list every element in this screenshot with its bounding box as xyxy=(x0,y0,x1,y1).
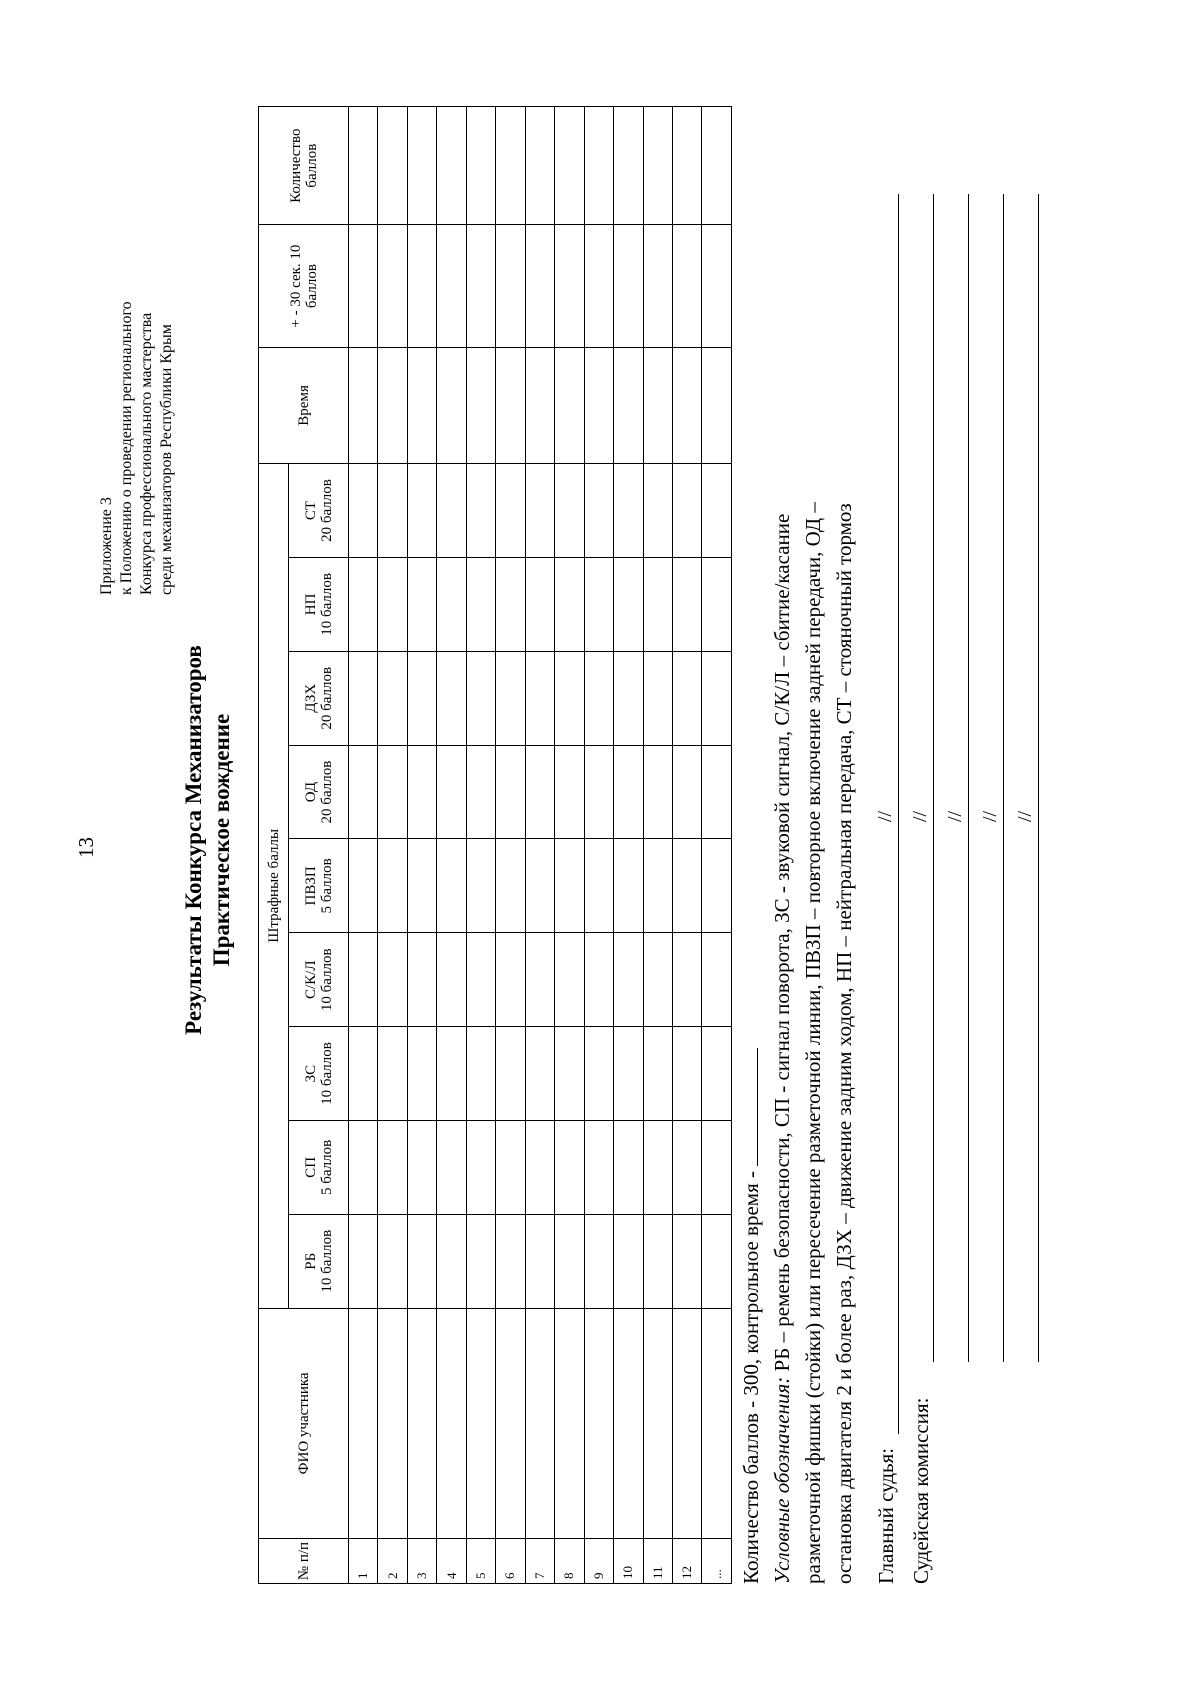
table-cell xyxy=(437,651,466,745)
table-cell xyxy=(378,1214,407,1308)
penalty-points: 10 баллов xyxy=(318,1042,335,1105)
penalty-code: РБ xyxy=(302,1252,319,1270)
table-cell xyxy=(702,1120,732,1214)
table-cell xyxy=(555,558,584,652)
table-cell xyxy=(349,1214,378,1308)
table-cell xyxy=(466,839,495,933)
table-cell xyxy=(378,839,407,933)
row-number: ... xyxy=(702,1539,732,1584)
annex-line: к Положению о проведении регионального xyxy=(118,301,135,595)
page-number: 13 xyxy=(74,837,98,858)
table-cell xyxy=(466,347,495,463)
row-number: 4 xyxy=(437,1539,466,1584)
header-penalty-2 xyxy=(289,1120,349,1214)
annex-header xyxy=(97,301,177,595)
table-cell xyxy=(614,347,643,463)
legend-text-2: разметочной фишки (стойки) или пересечение разметочной линии, ПВЗП – повторное включение задней передачи, ОД – xyxy=(801,502,825,1584)
penalty-points: 10 баллов xyxy=(318,573,335,636)
header-penalty-5 xyxy=(289,839,349,933)
table-cell xyxy=(584,464,613,558)
table-cell xyxy=(496,933,525,1027)
penalty-points: 10 баллов xyxy=(318,1229,335,1293)
penalty-points: 5 баллов xyxy=(318,1139,335,1195)
header-penalty-1 xyxy=(289,1214,349,1308)
table-row xyxy=(614,107,643,1584)
total-points-line xyxy=(736,104,767,1584)
commission-line xyxy=(933,194,934,1362)
table-cell xyxy=(525,347,554,463)
table-cell xyxy=(466,1027,495,1121)
table-cell xyxy=(437,1308,466,1539)
penalty-code: СП xyxy=(302,1156,319,1178)
header-bonus: + - 30 сек. 10 баллов xyxy=(259,225,349,347)
chief-judge-line xyxy=(898,194,899,1434)
table-cell xyxy=(349,651,378,745)
table-cell xyxy=(407,1120,436,1214)
table-cell xyxy=(407,347,436,463)
table-row xyxy=(407,107,436,1584)
table-cell xyxy=(437,839,466,933)
table-cell xyxy=(555,933,584,1027)
legend-text-3: остановка двигателя 2 и более раз, ДЗХ – движение задним ходом, НП – нейтральная передача, СТ – стояночный тормоз xyxy=(832,503,856,1584)
table-cell xyxy=(349,464,378,558)
table-cell xyxy=(555,839,584,933)
table-row xyxy=(584,107,613,1584)
header-penalty-4 xyxy=(289,933,349,1027)
penalty-code: ЗС xyxy=(302,1064,319,1083)
table-row xyxy=(672,107,701,1584)
table-cell xyxy=(525,464,554,558)
table-cell xyxy=(702,1308,732,1539)
table-cell xyxy=(702,651,732,745)
table-cell xyxy=(437,225,466,347)
table-cell xyxy=(614,558,643,652)
penalty-code: ДЗХ xyxy=(302,683,319,713)
table-cell xyxy=(525,107,554,225)
table-cell xyxy=(702,347,732,463)
row-number: 10 xyxy=(614,1539,643,1584)
table-cell xyxy=(437,1120,466,1214)
legend-label: Условные обозначения: xyxy=(770,1376,794,1584)
table-row xyxy=(349,107,378,1584)
table-cell xyxy=(584,225,613,347)
header-time: Время xyxy=(259,347,349,463)
penalty-points: 20 баллов xyxy=(318,666,335,730)
table-cell xyxy=(525,1214,554,1308)
table-row xyxy=(702,107,732,1584)
row-number: 9 xyxy=(584,1539,613,1584)
table-cell xyxy=(407,651,436,745)
table-cell xyxy=(555,651,584,745)
table-cell xyxy=(496,745,525,839)
table-cell xyxy=(672,464,701,558)
row-number: 5 xyxy=(466,1539,495,1584)
table-cell xyxy=(496,347,525,463)
table-cell xyxy=(349,839,378,933)
table-cell xyxy=(407,1027,436,1121)
table-cell xyxy=(349,225,378,347)
table-cell xyxy=(643,1308,672,1539)
table-cell xyxy=(466,464,495,558)
table-cell xyxy=(672,1308,701,1539)
table-row xyxy=(525,107,554,1584)
row-number: 1 xyxy=(349,1539,378,1584)
table-cell xyxy=(643,464,672,558)
table-cell xyxy=(643,1027,672,1121)
table-cell xyxy=(643,558,672,652)
table-cell xyxy=(349,1120,378,1214)
penalty-code: СТ xyxy=(302,500,319,521)
table-cell xyxy=(614,1027,643,1121)
row-number: 6 xyxy=(496,1539,525,1584)
table-cell xyxy=(466,1308,495,1539)
commission-line xyxy=(968,194,969,1362)
table-row xyxy=(555,107,584,1584)
table-cell xyxy=(584,933,613,1027)
table-cell xyxy=(496,651,525,745)
table-cell xyxy=(349,1308,378,1539)
total-points-text: Количество баллов - 300, контрольное время - xyxy=(739,1171,763,1584)
commission-slash: // xyxy=(979,810,1001,822)
header-penalty-6 xyxy=(289,745,349,839)
table-cell xyxy=(525,225,554,347)
table-cell xyxy=(525,558,554,652)
table-cell xyxy=(437,107,466,225)
table-cell xyxy=(349,933,378,1027)
table-cell xyxy=(643,107,672,225)
table-row xyxy=(643,107,672,1584)
penalty-code: ПВЗП xyxy=(302,866,319,906)
title-line-1: Результаты Конкурса Механизаторов xyxy=(181,645,206,1035)
legend-text-1: РБ – ремень безопасности, СП - сигнал поворота, ЗС - звуковой сигнал, С/К/Л – сбитие/касание xyxy=(770,513,794,1372)
table-cell xyxy=(437,558,466,652)
header-penalty-8 xyxy=(289,558,349,652)
table-cell xyxy=(496,1027,525,1121)
table-cell xyxy=(378,1120,407,1214)
table-cell xyxy=(555,225,584,347)
table-cell xyxy=(466,225,495,347)
table-cell xyxy=(702,839,732,933)
chief-judge-row xyxy=(875,84,905,1584)
table-cell xyxy=(466,651,495,745)
chief-judge-slash: // xyxy=(874,810,896,822)
table-cell xyxy=(672,1214,701,1308)
table-cell xyxy=(437,933,466,1027)
row-number: 2 xyxy=(378,1539,407,1584)
table-cell xyxy=(672,558,701,652)
table-cell xyxy=(672,651,701,745)
table-row xyxy=(378,107,407,1584)
header-penalty-3 xyxy=(289,1027,349,1121)
table-cell xyxy=(378,1027,407,1121)
document-page xyxy=(50,60,1090,1620)
table-cell xyxy=(525,1027,554,1121)
table-cell xyxy=(614,933,643,1027)
table-cell xyxy=(349,107,378,225)
commission-slash: // xyxy=(1014,810,1036,822)
table-cell xyxy=(466,933,495,1027)
table-cell xyxy=(614,745,643,839)
commission-row-2 xyxy=(945,84,975,1584)
table-cell xyxy=(672,347,701,463)
header-name: ФИО участника xyxy=(259,1308,349,1539)
table-cell xyxy=(525,933,554,1027)
commission-row-3 xyxy=(980,84,1010,1584)
table-cell xyxy=(407,558,436,652)
table-cell xyxy=(643,839,672,933)
annex-line: Конкурса профессионального мастерства xyxy=(138,312,155,595)
table-cell xyxy=(378,464,407,558)
table-cell xyxy=(584,347,613,463)
penalty-code: С/К/Л xyxy=(302,960,319,999)
table-cell xyxy=(702,1214,732,1308)
header-num: № п/п xyxy=(259,1539,349,1584)
table-cell xyxy=(672,225,701,347)
table-cell xyxy=(643,933,672,1027)
table-cell xyxy=(555,745,584,839)
row-number: 7 xyxy=(525,1539,554,1584)
penalty-points: 20 баллов xyxy=(318,760,335,824)
table-cell xyxy=(584,651,613,745)
commission-slash: // xyxy=(944,810,966,822)
table-cell xyxy=(437,347,466,463)
table-cell xyxy=(525,651,554,745)
commission-slash: // xyxy=(909,810,931,822)
row-number: 8 xyxy=(555,1539,584,1584)
annex-line: Приложение 3 xyxy=(98,497,115,595)
table-cell xyxy=(584,1308,613,1539)
table-cell xyxy=(614,107,643,225)
table-cell xyxy=(584,558,613,652)
table-cell xyxy=(643,1214,672,1308)
title-line-2: Практическое вождение xyxy=(209,713,234,967)
table-cell xyxy=(643,347,672,463)
table-cell xyxy=(378,651,407,745)
header-penalty-group: Штрафные баллы xyxy=(259,464,289,1309)
table-cell xyxy=(378,558,407,652)
document-title xyxy=(180,60,236,1620)
table-cell xyxy=(378,933,407,1027)
header-penalty-7 xyxy=(289,651,349,745)
chief-judge-label: Главный судья: xyxy=(874,1447,898,1584)
table-row xyxy=(437,107,466,1584)
table-cell xyxy=(496,558,525,652)
table-cell xyxy=(466,558,495,652)
table-cell xyxy=(525,1120,554,1214)
table-cell xyxy=(584,745,613,839)
table-cell xyxy=(496,225,525,347)
header-penalty-9 xyxy=(289,464,349,558)
table-cell xyxy=(702,225,732,347)
table-cell xyxy=(555,464,584,558)
table-cell xyxy=(643,745,672,839)
table-cell xyxy=(407,1308,436,1539)
notes-block xyxy=(736,104,860,1584)
table-cell xyxy=(584,107,613,225)
legend-line xyxy=(767,104,798,1584)
row-number: 12 xyxy=(672,1539,701,1584)
penalty-points: 5 баллов xyxy=(318,858,335,914)
table-cell xyxy=(555,1120,584,1214)
row-number: 11 xyxy=(643,1539,672,1584)
header-total: Количество баллов xyxy=(259,107,349,225)
table-cell xyxy=(555,1027,584,1121)
table-cell xyxy=(349,558,378,652)
table-row xyxy=(466,107,495,1584)
table-cell xyxy=(584,1120,613,1214)
table-cell xyxy=(702,107,732,225)
table-cell xyxy=(525,839,554,933)
table-cell xyxy=(614,225,643,347)
table-cell xyxy=(437,464,466,558)
table-cell xyxy=(555,1308,584,1539)
table-cell xyxy=(702,558,732,652)
table-cell xyxy=(672,745,701,839)
table-cell xyxy=(378,1308,407,1539)
commission-line xyxy=(1038,194,1039,1362)
commission-label: Судейская комиссия: xyxy=(909,1397,933,1584)
row-number: 3 xyxy=(407,1539,436,1584)
table-cell xyxy=(496,1308,525,1539)
table-cell xyxy=(614,1308,643,1539)
table-cell xyxy=(702,464,732,558)
table-cell xyxy=(614,1214,643,1308)
table-cell xyxy=(672,1120,701,1214)
table-cell xyxy=(702,1027,732,1121)
table-cell xyxy=(407,464,436,558)
table-cell xyxy=(702,933,732,1027)
table-cell xyxy=(378,107,407,225)
table-cell xyxy=(614,464,643,558)
table-cell xyxy=(378,745,407,839)
table-cell xyxy=(407,839,436,933)
commission-line xyxy=(1003,194,1004,1362)
penalty-code: ОД xyxy=(302,781,319,803)
control-time-blank xyxy=(741,1048,758,1166)
table-cell xyxy=(672,1027,701,1121)
table-cell xyxy=(378,225,407,347)
table-cell xyxy=(643,651,672,745)
table-cell xyxy=(643,225,672,347)
table-cell xyxy=(496,1214,525,1308)
table-cell xyxy=(466,1214,495,1308)
table-cell xyxy=(555,107,584,225)
annex-line: среди механизаторов Республики Крым xyxy=(158,324,175,595)
table-cell xyxy=(407,225,436,347)
table-cell xyxy=(496,107,525,225)
table-cell xyxy=(407,1214,436,1308)
penalty-code: НП xyxy=(302,593,319,616)
table-cell xyxy=(614,651,643,745)
table-cell xyxy=(555,1214,584,1308)
table-cell xyxy=(614,1120,643,1214)
table-cell xyxy=(702,745,732,839)
table-cell xyxy=(349,745,378,839)
table-cell xyxy=(407,107,436,225)
table-row xyxy=(496,107,525,1584)
table-cell xyxy=(584,839,613,933)
table-cell xyxy=(466,745,495,839)
table-cell xyxy=(437,745,466,839)
penalty-points: 10 баллов xyxy=(318,948,335,1012)
table-cell xyxy=(614,839,643,933)
table-cell xyxy=(407,745,436,839)
table-cell xyxy=(349,347,378,463)
table-cell xyxy=(378,347,407,463)
table-cell xyxy=(525,745,554,839)
table-cell xyxy=(466,107,495,225)
table-cell xyxy=(437,1027,466,1121)
table-cell xyxy=(525,1308,554,1539)
commission-row-1 xyxy=(910,84,940,1584)
results-table xyxy=(258,106,732,1584)
commission-row-4 xyxy=(1015,84,1045,1584)
table-cell xyxy=(437,1214,466,1308)
table-cell xyxy=(496,839,525,933)
table-cell xyxy=(672,839,701,933)
table-cell xyxy=(407,933,436,1027)
table-cell xyxy=(672,933,701,1027)
table-cell xyxy=(672,107,701,225)
table-cell xyxy=(584,1214,613,1308)
penalty-points: 20 баллов xyxy=(318,479,335,542)
table-cell xyxy=(466,1120,495,1214)
table-cell xyxy=(496,1120,525,1214)
table-cell xyxy=(584,1027,613,1121)
table-cell xyxy=(496,464,525,558)
table-cell xyxy=(643,1120,672,1214)
table-cell xyxy=(555,347,584,463)
table-cell xyxy=(349,1027,378,1121)
